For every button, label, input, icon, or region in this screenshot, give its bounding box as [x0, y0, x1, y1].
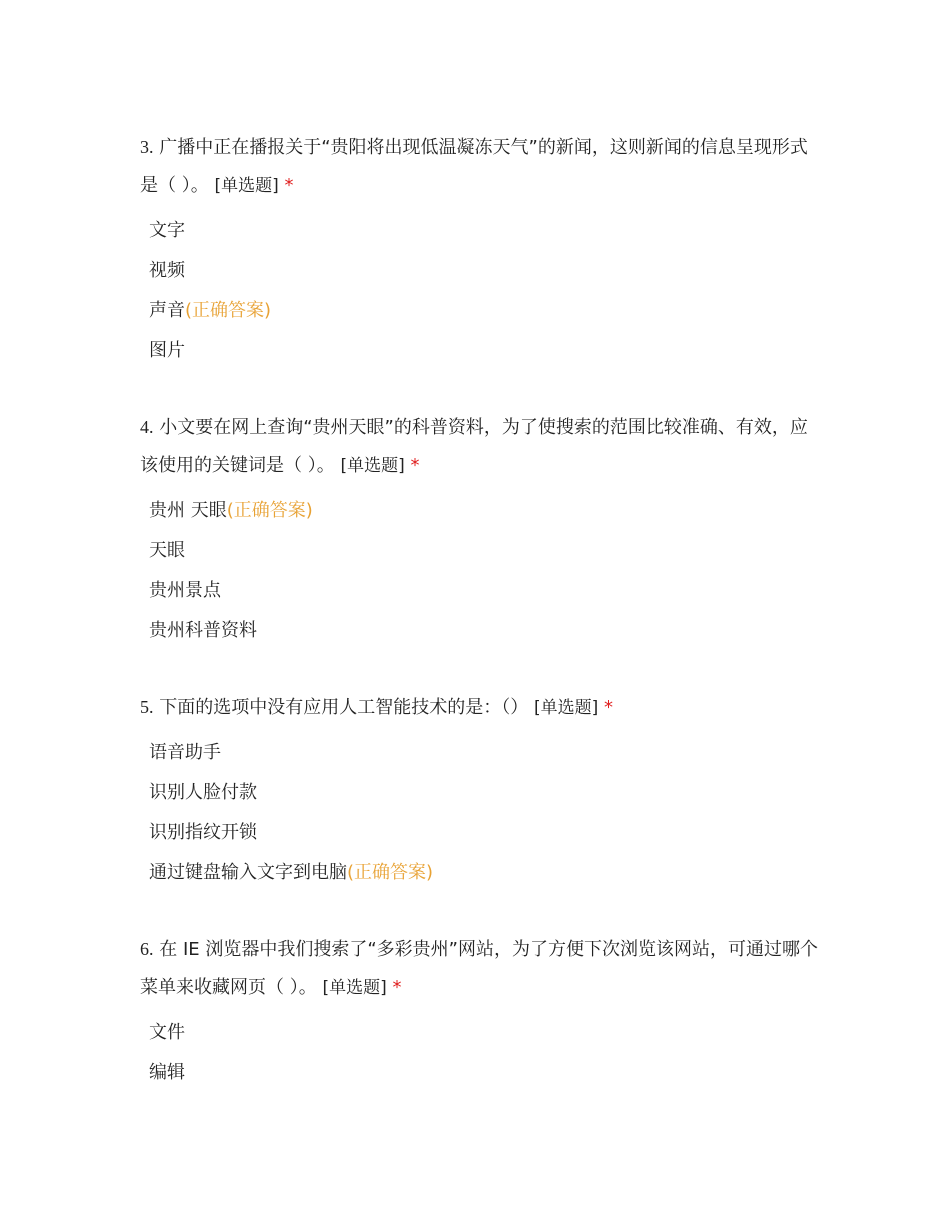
option-list — [140, 211, 820, 371]
question-number: 3 — [140, 137, 149, 157]
option-label: 贵州景点 — [149, 580, 221, 601]
question-title — [140, 688, 820, 727]
option-item[interactable] — [149, 853, 820, 893]
correct-answer-tag: (正确答案) — [185, 300, 272, 321]
question-text: 广播中正在播报关于“贵阳将出现低温凝冻天气”的新闻，这则新闻的信息呈现形式是（ ）。 — [140, 137, 808, 196]
option-item[interactable] — [149, 251, 820, 291]
required-mark: * — [410, 455, 420, 476]
option-item[interactable] — [149, 773, 820, 813]
question-number-separator: . — [149, 939, 154, 959]
option-list — [140, 733, 820, 893]
question-type-label: [单选题] — [340, 456, 405, 476]
option-label: 视频 — [149, 260, 185, 281]
option-item[interactable] — [149, 611, 820, 651]
option-label: 文字 — [149, 220, 185, 241]
question-number: 6 — [140, 939, 149, 959]
option-label: 识别人脸付款 — [149, 782, 257, 803]
question-type-label: [单选题] — [533, 698, 599, 718]
question-3 — [140, 128, 820, 371]
question-number: 5 — [140, 697, 149, 717]
question-type-label: [单选题] — [322, 978, 387, 998]
option-label: 贵州 天眼 — [149, 500, 227, 521]
question-text: 在 IE 浏览器中我们搜索了“多彩贵州”网站，为了方便下次浏览该网站，可通过哪个菜单来收藏网页（ ）。 — [140, 939, 819, 998]
option-label: 文件 — [149, 1022, 185, 1043]
question-type-label: [单选题] — [214, 176, 279, 196]
question-6 — [140, 930, 820, 1093]
option-label: 声音 — [149, 300, 185, 321]
option-item[interactable] — [149, 211, 820, 251]
option-label: 图片 — [149, 340, 185, 361]
correct-answer-tag: (正确答案) — [347, 862, 434, 883]
question-number-separator: . — [149, 137, 154, 157]
option-list — [140, 491, 820, 651]
option-item[interactable] — [149, 813, 820, 853]
option-label: 编辑 — [149, 1062, 185, 1083]
question-text: 小文要在网上查询“贵州天眼”的科普资料，为了使搜索的范围比较准确、有效，应该使用的关键词是（ ）。 — [140, 417, 808, 476]
question-number: 4 — [140, 417, 149, 437]
option-label: 语音助手 — [149, 742, 221, 763]
question-title — [140, 128, 820, 205]
required-mark: * — [392, 977, 402, 998]
question-5 — [140, 688, 820, 893]
option-item[interactable] — [149, 531, 820, 571]
question-title — [140, 930, 820, 1007]
option-item[interactable] — [149, 291, 820, 331]
option-label: 天眼 — [149, 540, 185, 561]
question-text: 下面的选项中没有应用人工智能技术的是：（） — [159, 697, 529, 718]
question-number-separator: . — [149, 417, 154, 437]
question-number-separator: . — [149, 697, 154, 717]
option-item[interactable] — [149, 491, 820, 531]
option-label: 通过键盘输入文字到电脑 — [149, 862, 347, 883]
option-item[interactable] — [149, 571, 820, 611]
option-item[interactable] — [149, 1053, 820, 1093]
required-mark: * — [284, 175, 294, 196]
option-label: 贵州科普资料 — [149, 620, 257, 641]
option-label: 识别指纹开锁 — [149, 822, 257, 843]
option-item[interactable] — [149, 1013, 820, 1053]
question-4 — [140, 408, 820, 651]
question-title — [140, 408, 820, 485]
option-list — [140, 1013, 820, 1093]
correct-answer-tag: (正确答案) — [226, 500, 313, 521]
required-mark: * — [603, 697, 613, 718]
option-item[interactable] — [149, 733, 820, 773]
option-item[interactable] — [149, 331, 820, 371]
